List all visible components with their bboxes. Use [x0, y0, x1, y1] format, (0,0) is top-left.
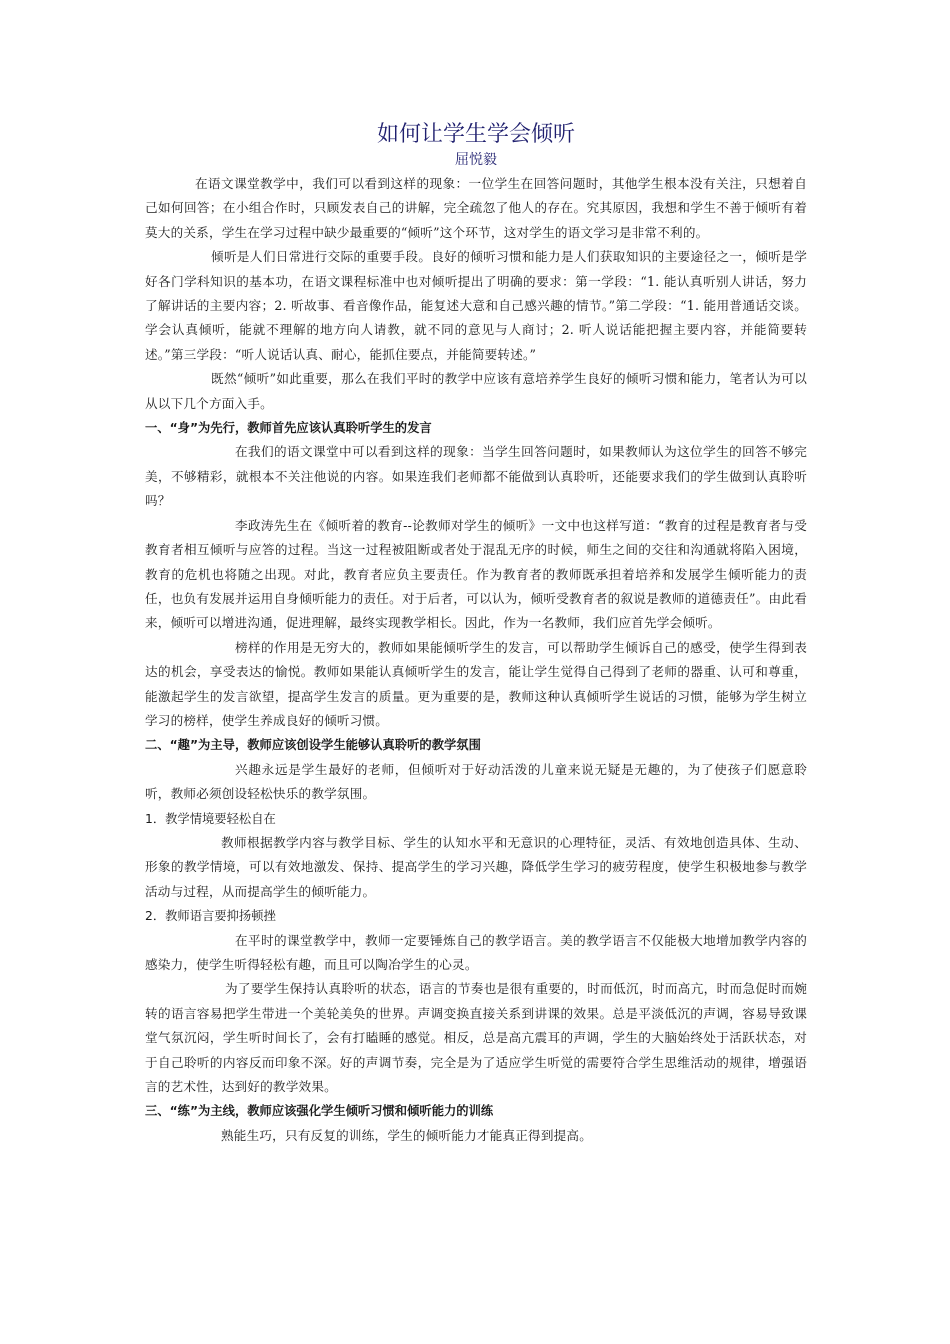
document-title: 如何让学生学会倾听: [376, 122, 575, 147]
section-heading-1: 一、“身”为先行，教师首先应该认真聆听学生的发言: [145, 421, 432, 436]
paragraph-rhythm: 为了要学生保持认真聆听的状态，语言的节奏也是很有重要的，时而低沉，时而高亢，时而急促时而婉转的语言容易把学生带进一个美轮美奂的世界。声调变换直接关系到讲课的效果。总是平淡低沉的声调，容易导致课堂气氛沉闷，学生听时间长了，会有打瞌睡的感觉。相反，总是高亢震耳的声调，学生的大脑始终处于活跃状态，对于自己聆听的内容反而印象不深。好的声调节奏，完全是为了适应学生听觉的需要符合学生思维活动的规律，增强语言的艺术性，达到好的教学效果。: [145, 981, 807, 1095]
paragraph-situation: 教师根据教学内容与教学目标、学生的认知水平和无意识的心理特征，灵活、有效地创造具体、生动、形象的教学情境，可以有效地激发、保持、提高学生的学习兴趣，降低学生学习的疲劳程度，使学生积极地参与教学活动与过程，从而提高学生的倾听能力。: [145, 834, 807, 899]
paragraph-role-model: 榜样的作用是无穷大的，教师如果能倾听学生的发言，可以帮助学生倾诉自己的感受，使学生得到表达的机会，享受表达的愉悦。教师如果能认真倾听学生的发言，能让学生觉得自己得到了老师的器重、认可和尊重，能激起学生的发言欲望，提高学生发言的质量。更为重要的是，教师这种认真倾听学生说话的习惯，能够为学生树立学习的榜样，使学生养成良好的倾听习惯。: [145, 639, 807, 728]
subheading-2: 2．教师语言要抑扬顿挫: [145, 909, 276, 924]
paragraph-teacher-listen: 在我们的语文课堂中可以看到这样的现象：当学生回答问题时，如果教师认为这位学生的回答不够完美，不够精彩，就根本不关注他说的内容。如果连我们老师都不能做到认真聆听，还能要求我们的学生做到认真聆听吗？: [145, 444, 807, 509]
section-heading-2: 二、“趣”为主导，教师应该创设学生能够认真聆听的教学氛围: [145, 738, 481, 753]
paragraph-language: 在平时的课堂教学中，教师一定要锤炼自己的教学语言。美的教学语言不仅能极大地增加教学内容的感染力，使学生听得轻松有趣，而且可以陶冶学生的心灵。: [145, 932, 807, 972]
subheading-1: 1．教学情境要轻松自在: [145, 811, 276, 826]
paragraph-listening-importance: 倾听是人们日常进行交际的重要手段。良好的倾听习惯和能力是人们获取知识的主要途径之一，倾听是学好各门学科知识的基本功，在语文课程标准中也对倾听提出了明确的要求：第一学段：“1. 能认真听别人讲话，努力了解讲话的主要内容；2. 听故事、看音像作品，能复述大意和自己感兴趣的情节。”第二学段：“1. 能用普通话交谈。学会认真倾听，能就不理解的地方向人请教，就不同的意见与人商讨；2. 听人说话能把握主要内容，并能简要转述。”第三学段：“听人说话认真、耐心，能抓住要点，并能简要转述。”: [145, 249, 807, 362]
paragraph-intro: 在语文课堂教学中，我们可以看到这样的现象：一位学生在回答问题时，其他学生根本没有关注，只想着自己如何回答；在小组合作时，只顾发表自己的讲解，完全疏忽了他人的存在。究其原因，我想和学生不善于倾听有着莫大的关系，学生在学习过程中缺少最重要的“倾听”这个环节，这对学生的语文学习是非常不利的。: [145, 176, 807, 240]
paragraph-approach: 既然“倾听”如此重要，那么在我们平时的教学中应该有意培养学生良好的倾听习惯和能力，笔者认为可以从以下几个方面入手。: [145, 371, 807, 411]
paragraph-interest: 兴趣永远是学生最好的老师，但倾听对于好动活泼的儿童来说无疑是无趣的，为了使孩子们愿意聆听，教师必须创设轻松快乐的教学氛围。: [145, 761, 807, 802]
paragraph-quote: 李政涛先生在《倾听着的教育--论教师对学生的倾听》一文中也这样写道：“教育的过程是教育者与受教育者相互倾听与应答的过程。当这一过程被阻断或者处于混乱无序的时候，师生之间的交往和沟通就将陷入困境，教育的危机也将随之出现。对此，教育者应负主要责任。作为教育者的教师既承担着培养和发展学生倾听能力的责任，也负有发展并运用自身倾听能力的责任。对于后者，可以认为，倾听受教育者的叙说是教师的道德责任”。由此看来，倾听可以增进沟通，促进理解，最终实现教学相长。因此，作为一名教师，我们应首先学会倾听。: [145, 517, 807, 631]
section-heading-3: 三、“练”为主线，教师应该强化学生倾听习惯和倾听能力的训练: [145, 1104, 494, 1119]
document-body: [145, 120, 807, 1148]
document-author: 屈悦毅: [455, 152, 497, 168]
paragraph-practice: 熟能生巧，只有反复的训练，学生的倾听能力才能真正得到提高。: [221, 1127, 593, 1143]
